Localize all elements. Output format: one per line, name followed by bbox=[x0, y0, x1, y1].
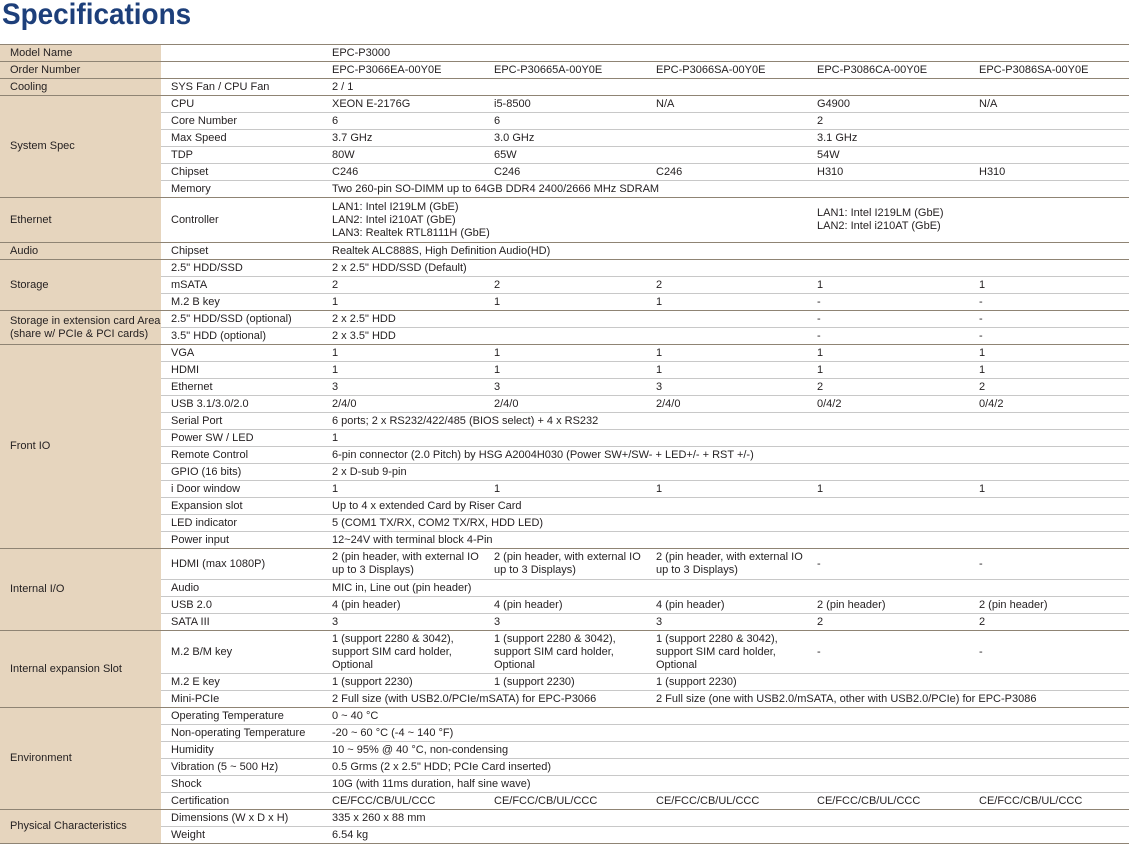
cert-3: CE/FCC/CB/UL/CCC bbox=[646, 793, 807, 810]
item-max-speed: Max Speed bbox=[161, 130, 322, 147]
item-remote: Remote Control bbox=[161, 447, 322, 464]
item-m2bm: M.2 B/M key bbox=[161, 631, 322, 674]
row-hdmi bbox=[0, 362, 1129, 379]
chipset-3: C246 bbox=[646, 164, 807, 181]
row-usb bbox=[0, 396, 1129, 413]
item-vibration: Vibration (5 ~ 500 Hz) bbox=[161, 759, 322, 776]
row-int-hdmi bbox=[0, 549, 1129, 580]
row-chipset bbox=[0, 164, 1129, 181]
ext-hdd25-4: - bbox=[807, 311, 969, 328]
item-storage-hdd: 2.5" HDD/SSD bbox=[161, 260, 322, 277]
sata-4: 2 bbox=[807, 614, 969, 631]
row-nonop-temp bbox=[0, 725, 1129, 742]
order-number-2: EPC-P30665A-00Y0E bbox=[484, 62, 646, 79]
item-certification: Certification bbox=[161, 793, 322, 810]
msata-2: 2 bbox=[484, 277, 646, 294]
mini-pcie-a: 2 Full size (with USB2.0/PCIe/mSATA) for EPC-P3066 bbox=[322, 691, 646, 708]
row-core-number bbox=[0, 113, 1129, 130]
row-ext-hdd25 bbox=[0, 311, 1129, 328]
sata-2: 3 bbox=[484, 614, 646, 631]
row-dimensions bbox=[0, 810, 1129, 827]
row-memory bbox=[0, 181, 1129, 198]
hdmi-2: 1 bbox=[484, 362, 646, 379]
sata-3: 3 bbox=[646, 614, 807, 631]
hdmi-3: 1 bbox=[646, 362, 807, 379]
item-sata: SATA III bbox=[161, 614, 322, 631]
op-temp-value: 0 ~ 40 °C bbox=[322, 708, 1129, 725]
cooling-value: 2 / 1 bbox=[322, 79, 1129, 96]
vga-4: 1 bbox=[807, 345, 969, 362]
humidity-value: 10 ~ 95% @ 40 °C, non-condensing bbox=[322, 742, 1129, 759]
tdp-1: 80W bbox=[322, 147, 484, 164]
power-sw-value: 1 bbox=[322, 430, 1129, 447]
row-m2e bbox=[0, 674, 1129, 691]
row-gpio bbox=[0, 464, 1129, 481]
item-nonop-temp: Non-operating Temperature bbox=[161, 725, 322, 742]
item-vga: VGA bbox=[161, 345, 322, 362]
row-m2b bbox=[0, 294, 1129, 311]
specifications-table bbox=[0, 44, 1129, 844]
item-int-hdmi: HDMI (max 1080P) bbox=[161, 549, 322, 580]
item-msata: mSATA bbox=[161, 277, 322, 294]
category-storage: Storage bbox=[0, 260, 161, 311]
idoor-4: 1 bbox=[807, 481, 969, 498]
audio-value: Realtek ALC888S, High Definition Audio(HD) bbox=[322, 243, 1129, 260]
int-hdmi-2: 2 (pin header, with external IO up to 3 Displays) bbox=[494, 551, 641, 576]
model-name-value: EPC-P3000 bbox=[322, 45, 1129, 62]
category-ethernet: Ethernet bbox=[0, 198, 161, 243]
chipset-1: C246 bbox=[322, 164, 484, 181]
item-hdmi: HDMI bbox=[161, 362, 322, 379]
item-led: LED indicator bbox=[161, 515, 322, 532]
row-int-audio bbox=[0, 580, 1129, 597]
vga-2: 1 bbox=[484, 345, 646, 362]
category-system-spec: System Spec bbox=[0, 96, 161, 198]
item-usb: USB 3.1/3.0/2.0 bbox=[161, 396, 322, 413]
cores-2: 6 bbox=[484, 113, 646, 130]
item-m2e: M.2 E key bbox=[161, 674, 322, 691]
row-cpu bbox=[0, 96, 1129, 113]
memory-value: Two 260-pin SO-DIMM up to 64GB DDR4 2400/2666 MHz SDRAM bbox=[322, 181, 1129, 198]
item-expansion: Expansion slot bbox=[161, 498, 322, 515]
m2bm-2: 1 (support 2280 & 3042), support SIM card holder, Optional bbox=[494, 632, 616, 671]
item-ext-hdd35: 3.5" HDD (optional) bbox=[161, 328, 322, 345]
usb-4: 0/4/2 bbox=[807, 396, 969, 413]
row-power-sw bbox=[0, 430, 1129, 447]
m2bm-4: - bbox=[807, 631, 969, 674]
storage-hdd-value: 2 x 2.5" HDD/SSD (Default) bbox=[322, 260, 1129, 277]
row-audio bbox=[0, 243, 1129, 260]
m2b-5: - bbox=[969, 294, 1129, 311]
speed-1: 3.7 GHz bbox=[322, 130, 484, 147]
page-title: Specifications bbox=[2, 0, 192, 31]
cert-4: CE/FCC/CB/UL/CCC bbox=[807, 793, 969, 810]
order-number-1: EPC-P3066EA-00Y0E bbox=[322, 62, 484, 79]
category-internal-expansion: Internal expansion Slot bbox=[0, 631, 161, 708]
item-core-number: Core Number bbox=[161, 113, 322, 130]
row-ext-hdd35 bbox=[0, 328, 1129, 345]
dimensions-value: 335 x 260 x 88 mm bbox=[322, 810, 1129, 827]
item-m2b: M.2 B key bbox=[161, 294, 322, 311]
item-audio-chipset: Chipset bbox=[161, 243, 322, 260]
order-number-5: EPC-P3086SA-00Y0E bbox=[969, 62, 1129, 79]
sata-1: 3 bbox=[322, 614, 484, 631]
row-humidity bbox=[0, 742, 1129, 759]
row-vga bbox=[0, 345, 1129, 362]
usb-2: 2/4/0 bbox=[484, 396, 646, 413]
item-op-temp: Operating Temperature bbox=[161, 708, 322, 725]
cert-5: CE/FCC/CB/UL/CCC bbox=[969, 793, 1129, 810]
row-weight bbox=[0, 827, 1129, 844]
item-cpu: CPU bbox=[161, 96, 322, 113]
int-usb-2: 4 (pin header) bbox=[484, 597, 646, 614]
m2e-3: 1 (support 2230) bbox=[646, 674, 807, 691]
idoor-3: 1 bbox=[646, 481, 807, 498]
front-eth-1: 3 bbox=[322, 379, 484, 396]
chipset-4: H310 bbox=[807, 164, 969, 181]
idoor-5: 1 bbox=[969, 481, 1129, 498]
cert-2: CE/FCC/CB/UL/CCC bbox=[484, 793, 646, 810]
nonop-temp-value: -20 ~ 60 °C (-4 ~ 140 °F) bbox=[322, 725, 1129, 742]
chipset-2: C246 bbox=[484, 164, 646, 181]
item-fan: SYS Fan / CPU Fan bbox=[161, 79, 322, 96]
int-hdmi-4: - bbox=[807, 549, 969, 580]
ext-hdd25-value: 2 x 2.5" HDD bbox=[322, 311, 807, 328]
row-msata bbox=[0, 277, 1129, 294]
row-ethernet bbox=[0, 198, 1129, 243]
category-physical: Physical Characteristics bbox=[0, 810, 161, 844]
row-max-speed bbox=[0, 130, 1129, 147]
front-eth-5: 2 bbox=[969, 379, 1129, 396]
m2b-2: 1 bbox=[484, 294, 646, 311]
hdmi-4: 1 bbox=[807, 362, 969, 379]
cpu-2: i5-8500 bbox=[484, 96, 646, 113]
cpu-3: N/A bbox=[646, 96, 807, 113]
row-int-usb bbox=[0, 597, 1129, 614]
item-controller: Controller bbox=[161, 198, 322, 243]
speed-2: 3.0 GHz bbox=[484, 130, 646, 147]
weight-value: 6.54 kg bbox=[322, 827, 1129, 844]
msata-5: 1 bbox=[969, 277, 1129, 294]
item-weight: Weight bbox=[161, 827, 322, 844]
m2b-1: 1 bbox=[322, 294, 484, 311]
front-eth-3: 3 bbox=[646, 379, 807, 396]
int-hdmi-1: 2 (pin header, with external IO up to 3 Displays) bbox=[332, 551, 479, 576]
mini-pcie-b: 2 Full size (one with USB2.0/mSATA, other with USB2.0/PCIe) for EPC-P3086 bbox=[646, 691, 1129, 708]
row-certification bbox=[0, 793, 1129, 810]
int-usb-1: 4 (pin header) bbox=[322, 597, 484, 614]
cert-1: CE/FCC/CB/UL/CCC bbox=[322, 793, 484, 810]
cores-4: 2 bbox=[807, 113, 969, 130]
front-eth-4: 2 bbox=[807, 379, 969, 396]
ext-hdd35-4: - bbox=[807, 328, 969, 345]
row-model-name bbox=[0, 45, 1129, 62]
item-int-usb: USB 2.0 bbox=[161, 597, 322, 614]
row-tdp bbox=[0, 147, 1129, 164]
m2bm-5: - bbox=[969, 631, 1129, 674]
item-power-input: Power input bbox=[161, 532, 322, 549]
category-storage-extension: Storage in extension card Area (share w/ PCIe & PCI cards) bbox=[10, 314, 161, 340]
hdmi-5: 1 bbox=[969, 362, 1129, 379]
item-chipset: Chipset bbox=[161, 164, 322, 181]
row-serial bbox=[0, 413, 1129, 430]
category-front-io: Front IO bbox=[0, 345, 161, 549]
row-cooling bbox=[0, 79, 1129, 96]
item-idoor: i Door window bbox=[161, 481, 322, 498]
ethernet-controller-a: LAN1: Intel I219LM (GbE) LAN2: Intel i210AT (GbE) LAN3: Realtek RTL8111H (GbE) bbox=[332, 200, 490, 239]
row-front-ethernet bbox=[0, 379, 1129, 396]
item-serial: Serial Port bbox=[161, 413, 322, 430]
vibration-value: 0.5 Grms (2 x 2.5" HDD; PCIe Card inserted) bbox=[322, 759, 1129, 776]
int-usb-3: 4 (pin header) bbox=[646, 597, 807, 614]
sata-5: 2 bbox=[969, 614, 1129, 631]
item-int-audio: Audio bbox=[161, 580, 322, 597]
ethernet-controller-b: LAN1: Intel I219LM (GbE) LAN2: Intel i210AT (GbE) bbox=[817, 207, 944, 232]
ext-hdd35-5: - bbox=[969, 328, 1129, 345]
idoor-2: 1 bbox=[484, 481, 646, 498]
m2b-4: - bbox=[807, 294, 969, 311]
int-hdmi-3: 2 (pin header, with external IO up to 3 Displays) bbox=[656, 551, 803, 576]
item-dimensions: Dimensions (W x D x H) bbox=[161, 810, 322, 827]
gpio-value: 2 x D-sub 9-pin bbox=[322, 464, 1129, 481]
int-usb-4: 2 (pin header) bbox=[807, 597, 969, 614]
msata-1: 2 bbox=[322, 277, 484, 294]
m2e-2: 1 (support 2230) bbox=[484, 674, 646, 691]
row-storage-hdd bbox=[0, 260, 1129, 277]
shock-value: 10G (with 11ms duration, half sine wave) bbox=[322, 776, 1129, 793]
row-idoor bbox=[0, 481, 1129, 498]
row-power-input bbox=[0, 532, 1129, 549]
usb-1: 2/4/0 bbox=[322, 396, 484, 413]
category-environment: Environment bbox=[0, 708, 161, 810]
int-hdmi-5: - bbox=[969, 549, 1129, 580]
chipset-5: H310 bbox=[969, 164, 1129, 181]
msata-3: 2 bbox=[646, 277, 807, 294]
m2bm-1: 1 (support 2280 & 3042), support SIM card holder, Optional bbox=[332, 632, 454, 671]
category-audio: Audio bbox=[0, 243, 161, 260]
idoor-1: 1 bbox=[322, 481, 484, 498]
item-mini-pcie: Mini-PCIe bbox=[161, 691, 322, 708]
item-tdp: TDP bbox=[161, 147, 322, 164]
int-usb-5: 2 (pin header) bbox=[969, 597, 1129, 614]
row-order-number bbox=[0, 62, 1129, 79]
item-memory: Memory bbox=[161, 181, 322, 198]
item-shock: Shock bbox=[161, 776, 322, 793]
tdp-4: 54W bbox=[807, 147, 969, 164]
usb-5: 0/4/2 bbox=[969, 396, 1129, 413]
row-led bbox=[0, 515, 1129, 532]
item-front-ethernet: Ethernet bbox=[161, 379, 322, 396]
m2e-1: 1 (support 2230) bbox=[322, 674, 484, 691]
power-input-value: 12~24V with terminal block 4-Pin bbox=[322, 532, 1129, 549]
vga-1: 1 bbox=[322, 345, 484, 362]
row-mini-pcie bbox=[0, 691, 1129, 708]
cpu-1: XEON E-2176G bbox=[322, 96, 484, 113]
order-number-4: EPC-P3086CA-00Y0E bbox=[807, 62, 969, 79]
category-cooling: Cooling bbox=[0, 79, 161, 96]
m2bm-3: 1 (support 2280 & 3042), support SIM card holder, Optional bbox=[656, 632, 778, 671]
row-sata bbox=[0, 614, 1129, 631]
category-order-number: Order Number bbox=[0, 62, 161, 79]
vga-3: 1 bbox=[646, 345, 807, 362]
row-remote bbox=[0, 447, 1129, 464]
item-power-sw: Power SW / LED bbox=[161, 430, 322, 447]
front-eth-2: 3 bbox=[484, 379, 646, 396]
speed-4: 3.1 GHz bbox=[807, 130, 969, 147]
item-gpio: GPIO (16 bits) bbox=[161, 464, 322, 481]
remote-value: 6-pin connector (2.0 Pitch) by HSG A2004H030 (Power SW+/SW- + LED+/- + RST +/-) bbox=[322, 447, 1129, 464]
int-audio-value: MIC in, Line out (pin header) bbox=[322, 580, 1129, 597]
vga-5: 1 bbox=[969, 345, 1129, 362]
item-ext-hdd25: 2.5" HDD/SSD (optional) bbox=[161, 311, 322, 328]
cpu-5: N/A bbox=[969, 96, 1129, 113]
row-shock bbox=[0, 776, 1129, 793]
tdp-2: 65W bbox=[484, 147, 646, 164]
m2b-3: 1 bbox=[646, 294, 807, 311]
hdmi-1: 1 bbox=[322, 362, 484, 379]
item-humidity: Humidity bbox=[161, 742, 322, 759]
msata-4: 1 bbox=[807, 277, 969, 294]
usb-3: 2/4/0 bbox=[646, 396, 807, 413]
row-vibration bbox=[0, 759, 1129, 776]
category-internal-io: Internal I/O bbox=[0, 549, 161, 631]
ext-hdd25-5: - bbox=[969, 311, 1129, 328]
expansion-value: Up to 4 x extended Card by Riser Card bbox=[322, 498, 1129, 515]
cores-1: 6 bbox=[322, 113, 484, 130]
category-model-name: Model Name bbox=[0, 45, 161, 62]
led-value: 5 (COM1 TX/RX, COM2 TX/RX, HDD LED) bbox=[322, 515, 1129, 532]
ext-hdd35-value: 2 x 3.5" HDD bbox=[322, 328, 807, 345]
row-m2bm bbox=[0, 631, 1129, 674]
cpu-4: G4900 bbox=[807, 96, 969, 113]
serial-value: 6 ports; 2 x RS232/422/485 (BIOS select) + 4 x RS232 bbox=[322, 413, 1129, 430]
row-expansion bbox=[0, 498, 1129, 515]
row-op-temp bbox=[0, 708, 1129, 725]
order-number-3: EPC-P3066SA-00Y0E bbox=[646, 62, 807, 79]
